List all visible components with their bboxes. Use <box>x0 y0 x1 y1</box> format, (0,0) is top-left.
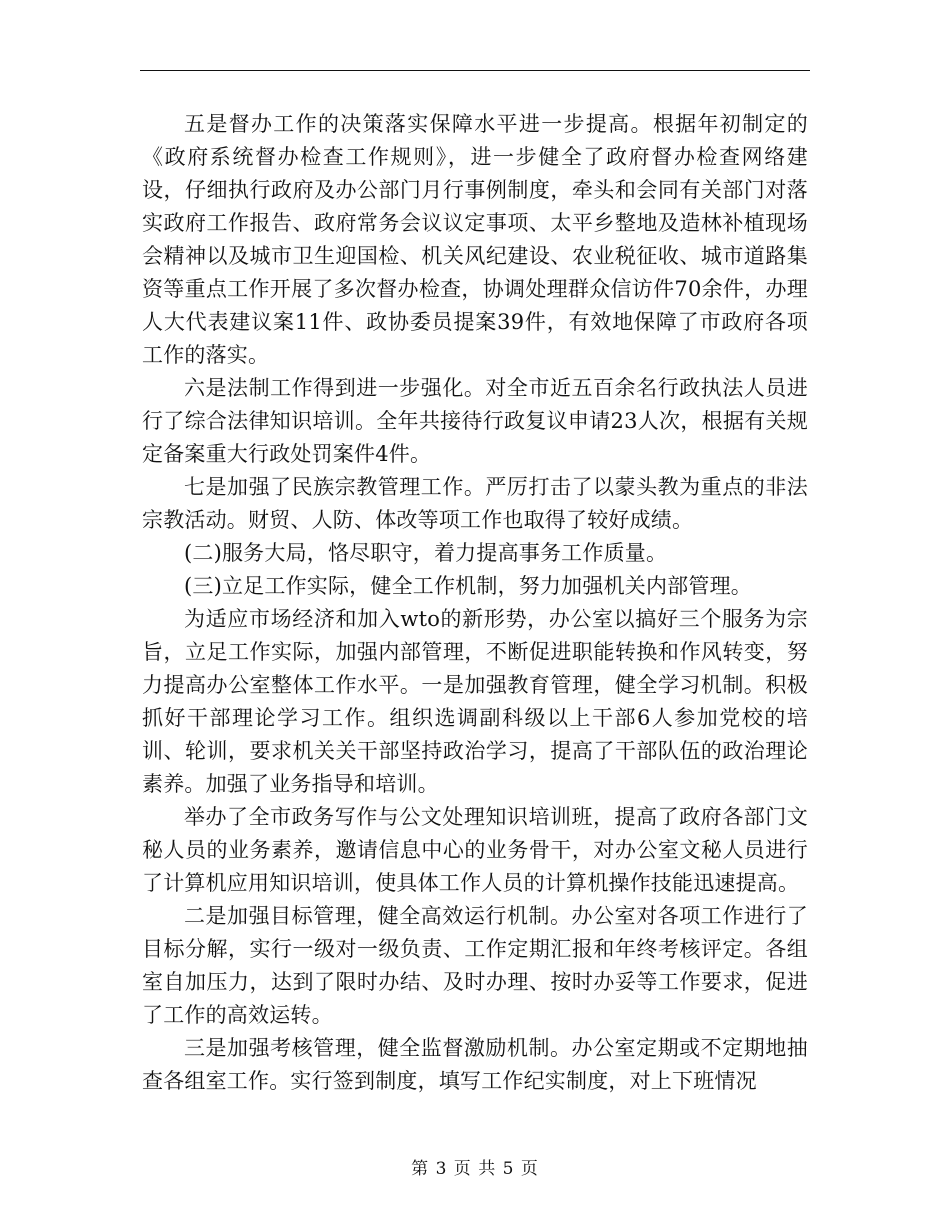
paragraph-supervision: 五是督办工作的决策落实保障水平进一步提高。根据年初制定的《政府系统督办检查工作规则》，进一步健全了政府督办检查网络建设，仔细执行政府及办公部门月行事例制度，牵头和会同有关部门对落实政府工作报告、政府常务会议议定事项、太平乡整地及造林补植现场会精神以及城市卫生迎国检、机关风纪建设、农业税征收、城市道路集资等重点工作开展了多次督办检查，协调处理群众信访件70余件，办理人大代表建议案11件、政协委员提案39件，有效地保障了市政府各项工作的落实。 <box>142 112 808 367</box>
paragraph-legal-work: 六是法制工作得到进一步强化。对全市近五百余名行政执法人员进行了综合法律知识培训。全年共接待行政复议申请23人次，根据有关规定备案重大行政处罚案件4件。 <box>142 376 808 466</box>
paragraph-target-management: 二是加强目标管理，健全高效运行机制。办公室对各项工作进行了目标分解，实行一级对一级负责、工作定期汇报和年终考核评定。各组室自加压力，达到了限时办结、及时办理、按时办妥等工作要求，促进了工作的高效运转。 <box>142 904 808 1027</box>
paragraph-assessment: 三是加强考核管理，健全监督激励机制。办公室定期或不定期地抽查各组室工作。实行签到制度，填写工作纪实制度，对上下班情况 <box>142 1036 808 1093</box>
paragraph-ethnic-religious: 七是加强了民族宗教管理工作。严厉打击了以蒙头教为重点的非法宗教活动。财贸、人防、体改等项工作也取得了较好成绩。 <box>142 475 808 532</box>
heading-section-three: (三)立足工作实际，健全工作机制，努力加强机关内部管理。 <box>184 574 752 598</box>
document-body <box>142 108 808 1098</box>
paragraph-training: 举办了全市政务写作与公文处理知识培训班，提高了政府各部门文秘人员的业务素养，邀请信息中心的业务骨干，对办公室文秘人员进行了计算机应用知识培训，使具体工作人员的计算机操作技能迅速提高。 <box>142 805 808 895</box>
paragraph-internal-management: 为适应市场经济和加入wto的新形势，办公室以搞好三个服务为宗旨，立足工作实际，加强内部管理，不断促进职能转换和作风转变，努力提高办公室整体工作水平。一是加强教育管理，健全学习机制。积极抓好干部理论学习工作。组织选调副科级以上干部6人参加党校的培训、轮训，要求机关关干部坚持政治学习，提高了干部队伍的政治理论素养。加强了业务指导和培训。 <box>142 607 808 796</box>
page-number-footer: 第 3 页 共 5 页 <box>411 1159 539 1179</box>
header-divider <box>140 70 810 71</box>
heading-section-two: (二)服务大局，恪尽职守，着力提高事务工作质量。 <box>184 541 668 565</box>
